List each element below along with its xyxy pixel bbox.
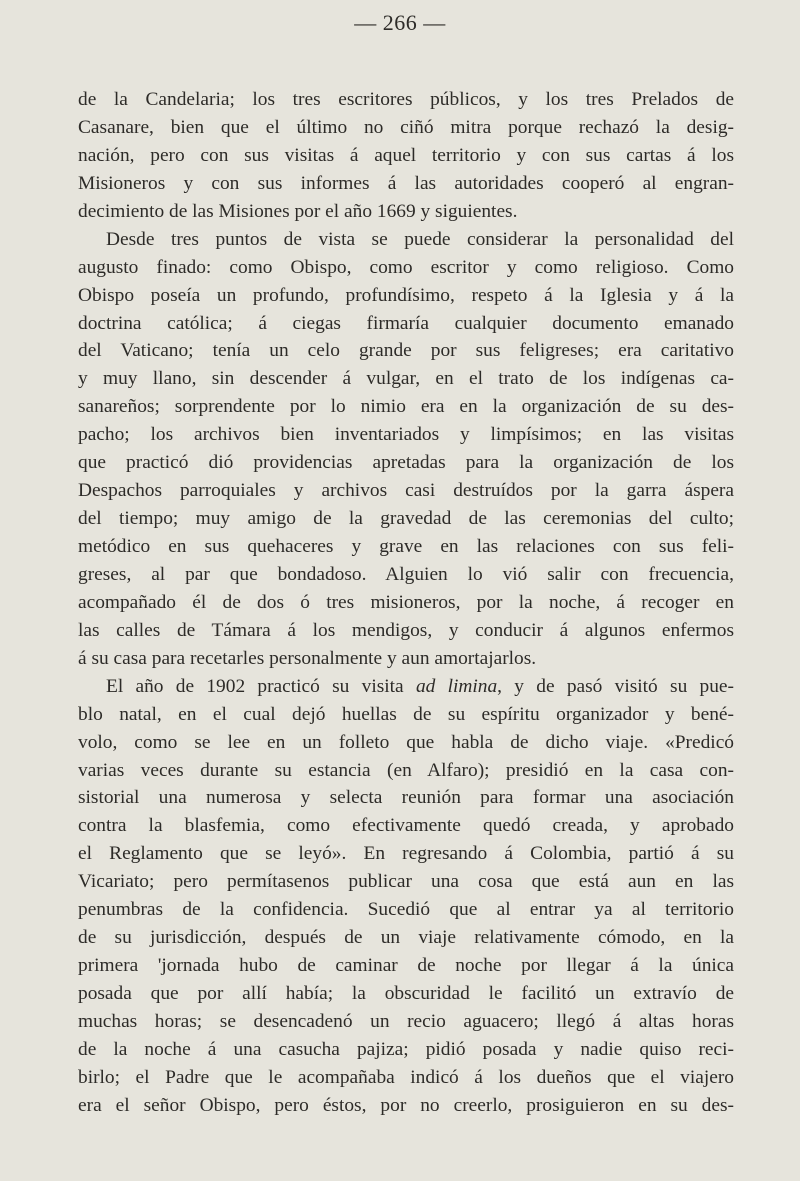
text-line: blo natal, en el cual dejó huellas de su espíritu organizador y bené- bbox=[78, 703, 734, 725]
text-line: contra la blasfemia, como efectivamente quedó creada, y aprobado bbox=[78, 815, 734, 837]
text-line: penumbras de la confidencia. Sucedió que al entrar ya al territorio bbox=[78, 899, 734, 921]
text-line: pacho; los archivos bien inventariados y limpísimos; en las visitas bbox=[78, 424, 734, 446]
text-line: del Vaticano; tenía un celo grande por sus feligreses; era caritativo bbox=[78, 340, 734, 362]
text-line: el Reglamento que se leyó». En regresando á Colombia, partió á su bbox=[78, 843, 734, 865]
text-line: que practicó dió providencias apretadas para la organización de los bbox=[78, 452, 734, 474]
text-line: Misioneros y con sus informes á las autoridades cooperó al engran- bbox=[78, 172, 734, 194]
text-run: El año de 1902 practicó su visita bbox=[106, 675, 416, 697]
text-line: del tiempo; muy amigo de la gravedad de las ceremonias del culto; bbox=[78, 508, 734, 530]
page-number: — 266 — bbox=[354, 10, 446, 35]
text-line bbox=[78, 673, 734, 701]
text-line: era el señor Obispo, pero éstos, por no creerlo, prosiguieron en su des- bbox=[78, 1094, 734, 1116]
italic-term: ad limina bbox=[415, 675, 498, 697]
text-line: Desde tres puntos de vista se puede considerar la personalidad del bbox=[106, 228, 734, 250]
text-line: las calles de Támara á los mendigos, y conducir á algunos enfermos bbox=[78, 619, 734, 641]
text-line: greses, al par que bondadoso. Alguien lo vió salir con frecuencia, bbox=[78, 563, 734, 585]
text-line: nación, pero con sus visitas á aquel territorio y con sus cartas á los bbox=[78, 144, 734, 166]
text-line: acompañado él de dos ó tres misioneros, por la noche, á recoger en bbox=[78, 591, 734, 613]
text-line: doctrina católica; á ciegas firmaría cualquier documento emanado bbox=[78, 312, 734, 334]
text-line: metódico en sus quehaceres y grave en las relaciones con sus feli- bbox=[78, 536, 734, 557]
text-line: birlo; el Padre que le acompañaba indicó á los dueños que el viajero bbox=[78, 1066, 734, 1088]
text-line: Despachos parroquiales y archivos casi destruídos por la garra áspera bbox=[78, 480, 734, 502]
text-run: , y de pasó visitó su pue- bbox=[497, 675, 734, 697]
text-line: de la Candelaria; los tres escritores públicos, y los tres Prelados de bbox=[78, 89, 734, 110]
text-line: sanareños; sorprendente por lo nimio era en la organización de su des- bbox=[78, 396, 734, 418]
text-line: posada que por allí había; la obscuridad le facilitó un extravío de bbox=[78, 983, 734, 1004]
text-line: decimiento de las Misiones por el año 1669 y siguientes. bbox=[78, 200, 518, 222]
text-line: de su jurisdicción, después de un viaje relativamente cómodo, en la bbox=[78, 927, 734, 949]
text-line: volo, como se lee en un folleto que habla de dicho viaje. «Predicó bbox=[78, 731, 734, 753]
text-line: Casanare, bien que el último no ciñó mitra porque rechazó la desig- bbox=[78, 116, 734, 138]
text-line: augusto finado: como Obispo, como escritor y como religioso. Como bbox=[78, 256, 734, 278]
body-text bbox=[78, 86, 734, 1120]
text-line: primera 'jornada hubo de caminar de noche por llegar á la única bbox=[78, 955, 734, 977]
text-line: muchas horas; se desencadenó un recio aguacero; llegó á altas horas bbox=[78, 1010, 734, 1032]
text-line: á su casa para recetarles personalmente y aun amortajarlos. bbox=[78, 647, 537, 669]
text-line: y muy llano, sin descender á vulgar, en el trato de los indígenas ca- bbox=[78, 368, 734, 390]
text-line: varias veces durante su estancia (en Alfaro); presidió en la casa con- bbox=[78, 759, 734, 781]
text-line: de la noche á una casucha pajiza; pidió posada y nadie quiso reci- bbox=[78, 1038, 734, 1060]
text-line: Vicariato; pero permítasenos publicar una cosa que está aun en las bbox=[78, 871, 734, 893]
text-line: sistorial una numerosa y selecta reunión para formar una asociación bbox=[78, 787, 734, 809]
text-line: Obispo poseía un profundo, profundísimo, respeto á la Iglesia y á la bbox=[78, 284, 734, 306]
